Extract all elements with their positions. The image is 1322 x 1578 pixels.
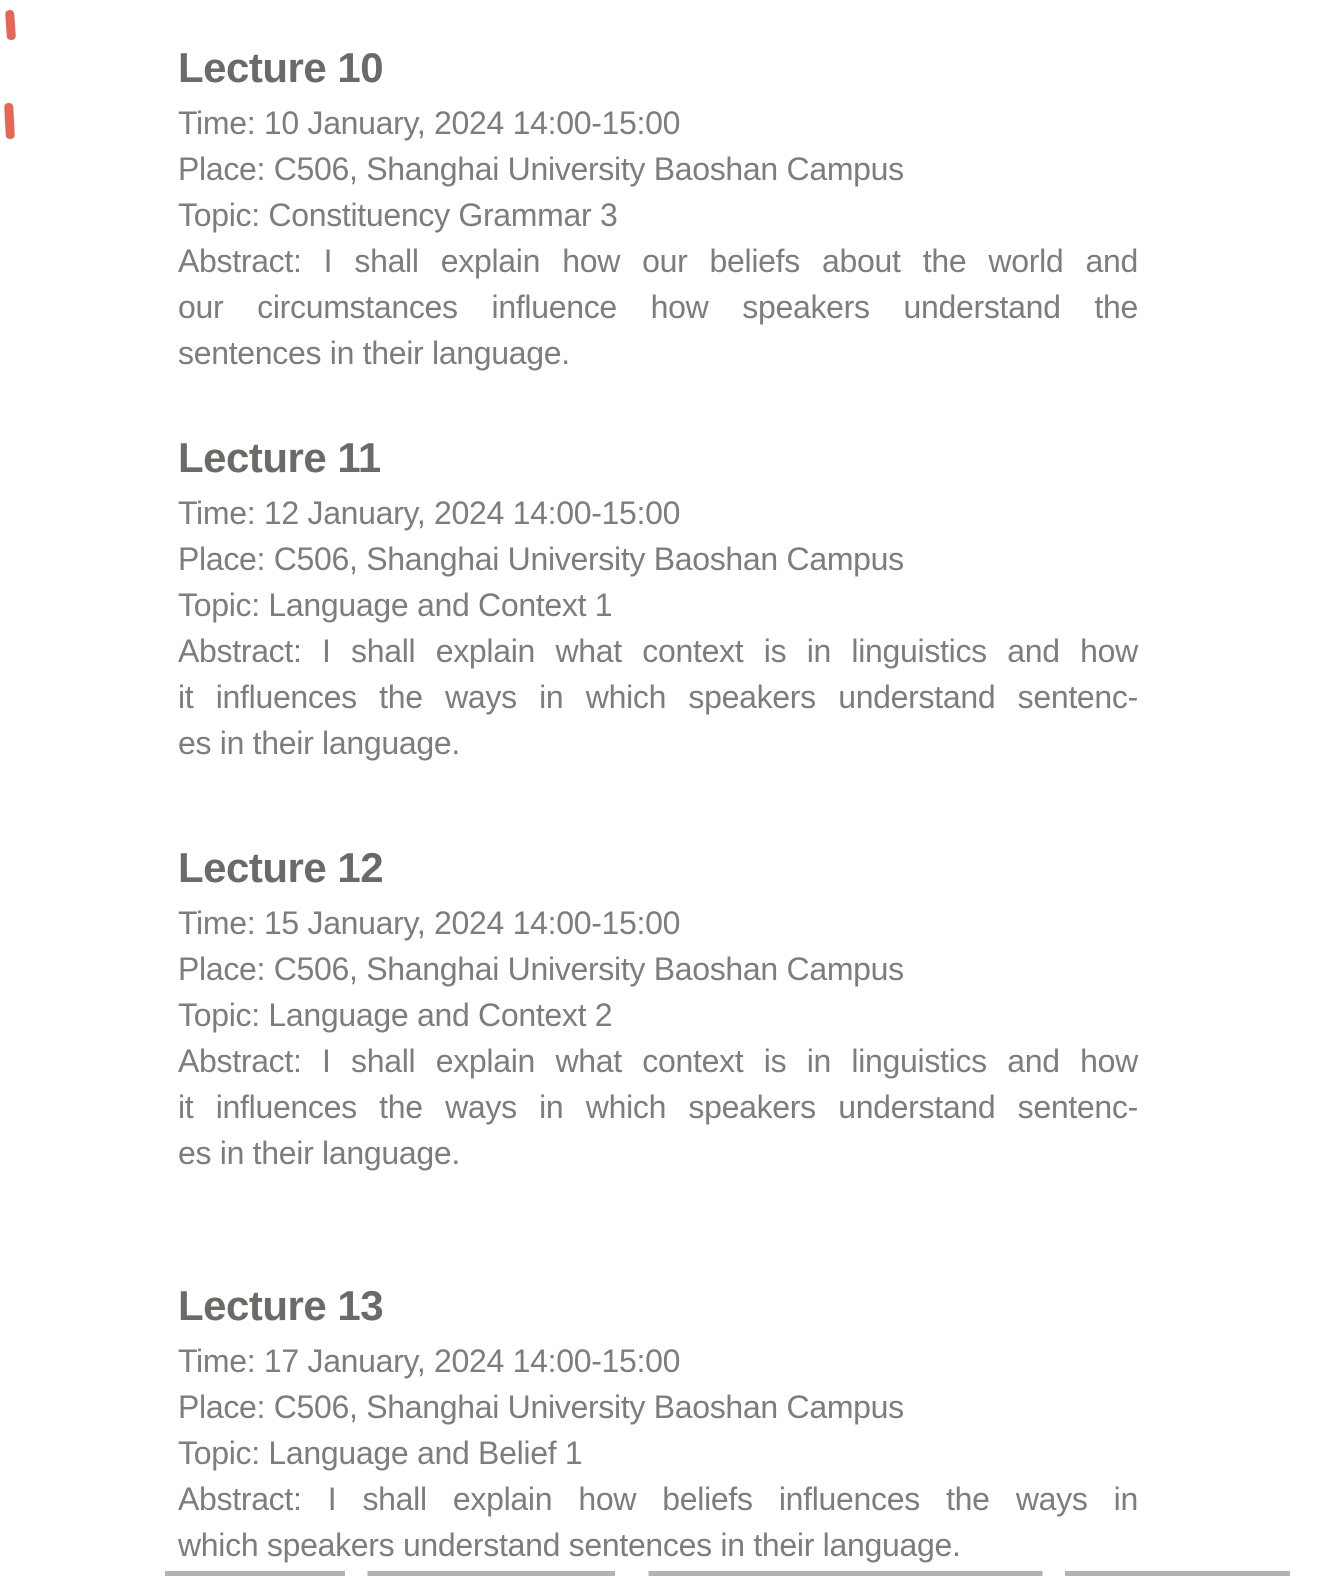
lecture-section [178, 1280, 1138, 1568]
abstract-line: our circumstances influence how speakers understand the [178, 289, 1138, 325]
abstract-line: Abstract: I shall explain what context is in linguistics and how [178, 633, 1138, 669]
lecture-time: Time: 17 January, 2024 14:00-15:00 [178, 1343, 681, 1379]
abstract-line: Abstract: I shall explain how our beliefs about the world and [178, 243, 1138, 279]
lecture-topic: Topic: Language and Context 1 [178, 587, 613, 623]
lecture-place: Place: C506, Shanghai University Baoshan Campus [178, 951, 904, 987]
lecture-topic: Topic: Language and Context 2 [178, 997, 613, 1033]
red-annotation-mark [4, 103, 15, 139]
lecture-abstract [178, 238, 1138, 376]
lecture-title: Lecture 13 [178, 1282, 384, 1329]
lecture-time: Time: 10 January, 2024 14:00-15:00 [178, 105, 681, 141]
lecture-place: Place: C506, Shanghai University Baoshan Campus [178, 1389, 904, 1425]
lecture-title: Lecture 12 [178, 844, 384, 891]
lecture-list [178, 42, 1138, 1568]
lecture-place: Place: C506, Shanghai University Baoshan Campus [178, 541, 904, 577]
lecture-title: Lecture 11 [178, 434, 381, 481]
lecture-section [178, 42, 1138, 376]
abstract-line: sentences in their language. [178, 335, 570, 371]
lecture-section [178, 842, 1138, 1176]
lecture-time: Time: 15 January, 2024 14:00-15:00 [178, 905, 681, 941]
lecture-abstract [178, 628, 1138, 766]
lecture-topic: Topic: Language and Belief 1 [178, 1435, 583, 1471]
abstract-line: it influences the ways in which speakers understand sentenc- [178, 1089, 1138, 1125]
lecture-time: Time: 12 January, 2024 14:00-15:00 [178, 495, 681, 531]
abstract-line: es in their language. [178, 1135, 460, 1171]
lecture-abstract [178, 1038, 1138, 1176]
abstract-line: es in their language. [178, 725, 460, 761]
abstract-line: Abstract: I shall explain how beliefs influences the ways in [178, 1481, 1138, 1517]
lecture-place: Place: C506, Shanghai University Baoshan Campus [178, 151, 904, 187]
lecture-topic: Topic: Constituency Grammar 3 [178, 197, 618, 233]
red-annotation-mark [5, 10, 16, 41]
abstract-line: which speakers understand sentences in their language. [178, 1527, 961, 1563]
lecture-section [178, 432, 1138, 766]
lecture-abstract [178, 1476, 1138, 1568]
cutoff-next-line-bar [165, 1571, 1290, 1576]
abstract-line: Abstract: I shall explain what context is in linguistics and how [178, 1043, 1138, 1079]
abstract-line: it influences the ways in which speakers understand sentenc- [178, 679, 1138, 715]
lecture-title: Lecture 10 [178, 44, 384, 91]
